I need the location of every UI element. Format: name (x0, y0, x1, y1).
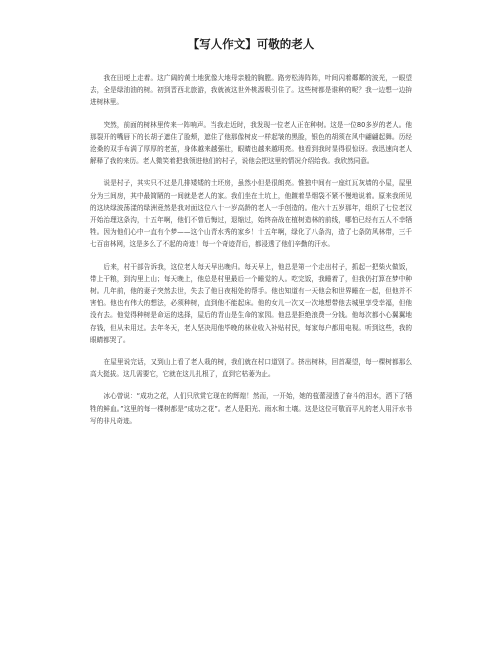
paragraph-1: 我在田埂上走着。这广阔的黄土地犹像大地母亲般的胸膛。路旁松涛阵阵，叶间闪着鄰鄰的波光，一眼望去，全是绿油油的树。初到晋西北旅游，我就被这世外桃源吸引住了。这些树都是谁种的呢？我一边想一边拚进树林里。 (90, 74, 412, 107)
paragraph-4: 后来，村干部告诉我，这位老人每天早出晚归。每天早上，他总是第一个走出村子，抓起一把柴火做饭，带上干粮，到沟里上山；每天晚上，他总是村里最后一个睡觉的人。吃完饭，我睡着了，但我仍打算在梦中种树。几年前，他的妻子突然去世，失去了他日夜相处的帮手。他也知道有一天他会和世界睡在一起，但他并不害怕。他也有伟大的想法，必须种树，直到他不能起床。他的女儿一次又一次地想带他去城里享受幸福，但他没有去。他觉得种树是命运的选择，屋后的青山是生命的家园。他总是拒绝浪费一分钱。他每次都小心翼翼地存钱，但从未用过。去年冬天，老人坚决用他毕晚的林业收入补贴村民，每家每户都用电视。听到这些，我的眼睛都哭了。 (90, 262, 412, 344)
paragraph-5: 在屋里说完话，又到山上看了老人栽的树，我们就在村口道别了。挤出树林，回首凝望，每一棵树都那么高大挺拔。这几需要它，它就在这儿扎根了，直到它枯萎为止。 (90, 358, 412, 379)
document-body (90, 72, 412, 437)
paragraph-2: 突然，前面的树林里传来一阵响声。当我走近时，我发现一位老人正在种树。这是一位80多岁的老人。他那裂开的嘴唇下的长胡子遮住了脸颊，遮住了他那像树皮一样起皱的黑脸，银色的胡须在风中翩翩起舞。历经沧桑的双手布满了厚厚的老茧，身体越来越强壮，眼睛也越来越明亮。他看到我时显得很惊讶。我迅速向老人解释了我的来历。老人微笑着把我领进他们的村子，说他会把这里的情况介绍给我。我欣然同意。 (90, 120, 412, 166)
document-title: 【写人作文】可敬的老人 (187, 37, 315, 51)
paragraph-6: 冰心曾说：“成功之花，人们只欣赏它现在的辉煌！然而，一开始，她的苞蕾浸透了奋斗的泪水，洒下了牺牲的鲜血。”这里的每一棵树都是“成功之花”。老人是阳光、雨水和土壤。这是这位可敬而平凡的老人用汗水书写的非凡奇迹。 (90, 392, 412, 425)
paragraph-3: 说是村子，其实只不过是几排矮矮的土坯房，虽然小但是很朗亮。惟独中间有一座红瓦灰墙的小屋，屋里分为三间房，其中最简陋的一间就是老人的家。我们坐在土坑上，他踱着旱烟袋不紧不慢地说着。原来我所见的这块绿波荡漾的绿洲竟然是我对面这位八十一岁高龄的老人一手创造的。他六十五岁那年，组织了七位老汉开始治理这条沟，十五年啊，他们不曾后悔过，退缩过，始终奋战在植树造林的前线，哪怕已经有五人不幸牺牲。因为他们心中一直有个梦——这个山青水秀的家乡！十五年啊，绿化了八条沟，造了七条防风林带，三千七百亩林网，这是多么了不起的奇迹！每一个奇迹背后，都浸透了他们辛勤的汗水。 (90, 179, 412, 249)
